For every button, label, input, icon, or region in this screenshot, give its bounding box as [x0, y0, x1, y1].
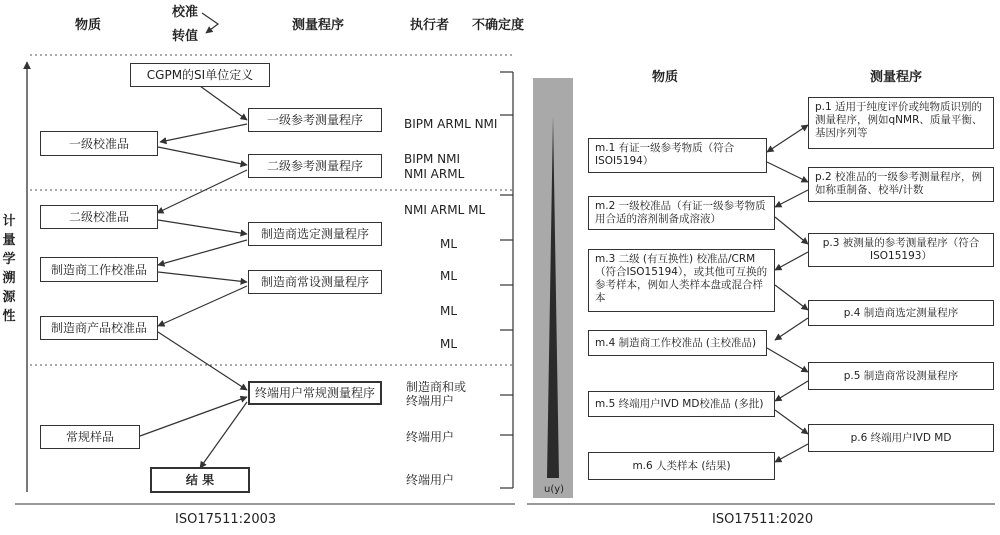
- performer-level-6: ML: [440, 304, 458, 318]
- axis-char: 学: [2, 252, 16, 267]
- performer-level-8b: 终端用户: [406, 394, 455, 408]
- box-manufacturer-selected-procedure: 制造商选定测量程序: [248, 222, 382, 246]
- axis-char: 计: [2, 214, 16, 229]
- box-secondary-reference-procedure: 二级参考测量程序: [248, 154, 382, 178]
- box-routine-sample: 常规样品: [40, 425, 140, 449]
- arrow-working-cal-to-mfr-standing: [158, 272, 247, 282]
- arrow-m2-to-p3: [775, 217, 808, 244]
- performer-level-1: BIPM ARML NMI: [404, 117, 498, 131]
- calibrate-transfer-arrow: [202, 13, 218, 33]
- box-manufacturer-product-calibrator: 制造商产品校准品: [40, 316, 158, 340]
- performer-level-3: NMI ARML ML: [404, 203, 486, 217]
- arrow-mfr-standing-to-product-cal: [158, 286, 247, 326]
- arrow-sample-to-end-user-proc: [140, 397, 247, 436]
- box-p2: p.2 校准品的一级参考测量程序，例如称重制备、校举/计数: [808, 167, 994, 202]
- box-cgpm-si-definition: CGPM的SI单位定义: [130, 63, 270, 87]
- gradient-label-uy: u(y): [544, 484, 565, 495]
- box-m3: m.3 二级 (有互换性) 校准品/CRM（符合ISO15194），或其他可互换的参考样本，例如人类样本盘或混合样本: [588, 249, 775, 312]
- axis-char: 性: [2, 309, 16, 324]
- arrow-p3-to-m3: [775, 252, 808, 270]
- arrow-p1-to-m1: [767, 125, 808, 152]
- arrow-secondary-proc-to-secondary-cal: [157, 170, 247, 213]
- arrow-secondary-cal-to-mfr-selected: [158, 220, 247, 234]
- box-primary-calibrator: 一级校准品: [40, 131, 158, 156]
- box-manufacturer-working-calibrator: 制造商工作校准品: [40, 257, 158, 282]
- right-header-procedure: 测量程序: [870, 70, 923, 85]
- performer-level-4: ML: [440, 237, 458, 251]
- box-m5: m.5 终端用户IVD MD校准品 (多批): [588, 391, 775, 417]
- arrow-p2-to-m2: [775, 190, 808, 207]
- arrow-m3-to-p4: [775, 285, 808, 310]
- performer-level-10: 终端用户: [406, 473, 455, 487]
- caption-iso17511-2020: ISO17511:2020: [712, 512, 814, 527]
- header-calibration: 校准: [172, 5, 199, 20]
- axis-char: 量: [2, 233, 16, 248]
- arrow-m4-to-p5: [767, 348, 808, 372]
- arrow-primary-cal-to-secondary-proc: [158, 147, 247, 165]
- performer-level-5: ML: [440, 269, 458, 283]
- box-p5: p.5 制造商常设测量程序: [808, 362, 994, 390]
- box-p4: p.4 制造商选定测量程序: [808, 300, 994, 326]
- header-transfer: 转值: [172, 29, 199, 44]
- axis-label-traceability: [1, 212, 17, 326]
- arrow-primary-proc-to-primary-cal: [160, 124, 247, 142]
- header-performer: 执行者: [410, 18, 450, 33]
- box-m6: m.6 人类样本 (结果): [588, 452, 775, 480]
- box-p1: p.1 适用于纯度评价或纯物质识别的测量程序，例如qNMR、质量平衡、基因序列等: [808, 97, 994, 149]
- uncertainty-bracket: [500, 72, 513, 488]
- header-procedure: 测量程序: [292, 18, 345, 33]
- performer-level-2a: BIPM NMI: [404, 152, 461, 166]
- box-result: 结 果: [150, 467, 250, 493]
- axis-char: 溯: [2, 271, 16, 286]
- arrow-cgpm-to-primary-proc: [200, 86, 247, 120]
- box-m2: m.2 一级校准品（有证一级参考物质用合适的溶剂制备成溶液）: [588, 196, 775, 230]
- box-manufacturer-standing-procedure: 制造商常设测量程序: [248, 270, 382, 294]
- arrow-product-cal-to-end-user-proc: [158, 332, 247, 390]
- arrow-p4-to-m4: [775, 318, 808, 340]
- axis-char: 源: [2, 290, 16, 305]
- box-p6: p.6 终端用户IVD MD: [808, 424, 994, 452]
- performer-level-9: 终端用户: [406, 430, 455, 444]
- box-primary-reference-procedure: 一级参考测量程序: [248, 108, 382, 132]
- arrow-mfr-selected-to-working-cal: [158, 240, 247, 265]
- arrow-m1-to-p2: [767, 162, 808, 182]
- box-m4: m.4 制造商工作校准品 (主校准品): [588, 330, 767, 356]
- performer-level-7: ML: [440, 337, 458, 351]
- performer-level-8a: 制造商和或: [406, 380, 467, 394]
- performer-level-2b: NMI ARML: [404, 167, 465, 181]
- header-substance: 物质: [75, 18, 102, 33]
- box-p3: p.3 被测量的参考测量程序（符合ISO15193）: [808, 233, 994, 267]
- arrow-p5-to-m5: [775, 381, 808, 401]
- box-end-user-routine-procedure: 终端用户常规测量程序: [248, 381, 382, 405]
- arrow-m5-to-p6: [775, 410, 808, 434]
- caption-iso17511-2003: ISO17511:2003: [175, 512, 277, 527]
- header-uncertainty: 不确定度: [472, 18, 525, 33]
- arrow-p6-to-m6: [775, 444, 808, 462]
- box-secondary-calibrator: 二级校准品: [40, 205, 158, 229]
- box-m1: m.1 有证一级参考物质（符合ISOI5194）: [588, 138, 767, 173]
- right-header-substance: 物质: [652, 70, 679, 85]
